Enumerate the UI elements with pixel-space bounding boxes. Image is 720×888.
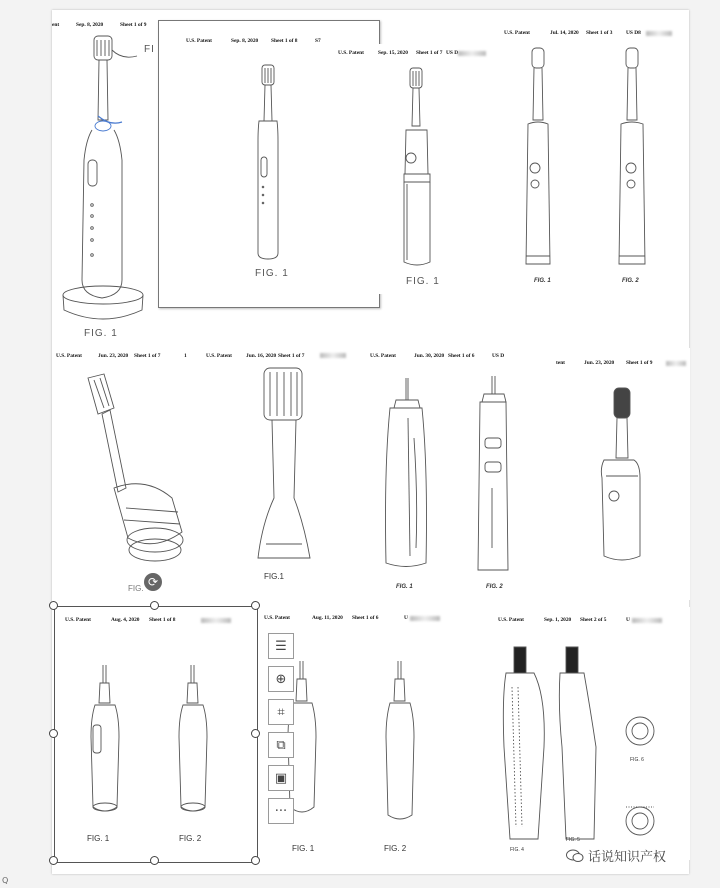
zoom-in-icon: ⊕ <box>275 671 287 687</box>
sheet-date: Sep. 15, 2020 <box>378 50 408 56</box>
sheet-header-left: U.S. Patent <box>186 38 212 44</box>
sheet-header-left: U.S. Patent <box>338 50 364 56</box>
patent-number: U <box>626 617 630 623</box>
patent-number: US D <box>446 50 459 56</box>
sheet-header-left: U.S. Patent <box>498 617 524 623</box>
patent-sheet-6 <box>202 348 362 600</box>
figure-label-1: FIG. 1 <box>87 834 110 843</box>
sheet-date: Sep. 8, 2020 <box>76 22 104 28</box>
watermark-text: 话说知识产权 <box>588 850 667 865</box>
resize-handle-right[interactable] <box>251 729 260 738</box>
sheet-number: Sheet 1 of 6 <box>448 353 475 359</box>
figure-label-1: FIG. 1 <box>534 278 551 284</box>
sheet-header-left: ent <box>52 22 60 28</box>
resize-handle-left[interactable] <box>49 729 58 738</box>
figure-label-4: FIG. 4 <box>510 847 524 853</box>
toothbrush-exploded-drawing <box>54 348 202 600</box>
zoom-button[interactable] <box>268 666 294 692</box>
resize-handle-top-right[interactable] <box>251 601 260 610</box>
patent-sheet-11 <box>494 607 690 860</box>
patent-sheet-5 <box>54 348 202 600</box>
toothbrush-drawing-front <box>494 24 688 294</box>
patent-number: S7 <box>315 38 321 44</box>
patent-number: U <box>404 615 408 621</box>
sheet-header-left: U.S. Patent <box>206 353 232 359</box>
figure-label-6: FIG. 6 <box>630 757 644 763</box>
sheet-number: Sheet 1 of 8 <box>149 617 176 623</box>
image-floating-toolbar <box>268 633 298 831</box>
layout-options-button[interactable] <box>268 633 294 659</box>
replace-image-icon: ⧉ <box>276 737 286 753</box>
patent-number: US D8 <box>626 30 641 36</box>
figure-label: FIG.1 <box>264 572 285 581</box>
patent-sheet-3 <box>334 44 492 294</box>
figure-callout: FI <box>144 44 155 55</box>
toothbrush-drawing <box>334 44 492 294</box>
figure-label: FIG. 1 <box>406 276 440 287</box>
resize-handle-top-left[interactable] <box>49 601 58 610</box>
figure-label-2: FIG. 2 <box>622 278 639 284</box>
patent-number: 1 <box>184 353 187 359</box>
watermark <box>566 846 666 865</box>
sheet-date: Aug. 11, 2020 <box>312 615 343 621</box>
sheet-number: Sheet 1 of 9 <box>120 22 147 28</box>
rotate-icon: ⟳ <box>147 575 159 589</box>
sheet-date: Jun. 30, 2020 <box>414 353 445 359</box>
toothbrush-handle-drawing <box>494 607 690 860</box>
figure-label-2: FIG. 2 <box>486 584 503 590</box>
figure-label-1: FIG. 1 <box>292 844 315 853</box>
sheet-date: Jun. 16, 2020 <box>246 353 277 359</box>
sheet-number: Sheet 1 of 7 <box>416 50 443 56</box>
sheet-header-left: tent <box>556 360 565 366</box>
crop-icon: ⌗ <box>277 704 285 720</box>
rotate-handle[interactable] <box>144 573 162 591</box>
figure-label: FIG. 1 <box>84 328 118 339</box>
figure-label-2: FIG. 2 <box>384 844 407 853</box>
image-selection-box[interactable] <box>54 606 258 863</box>
figure-label-2: FIG. 2 <box>179 834 202 843</box>
toothbrush-drawing <box>52 10 162 350</box>
patent-number: US D <box>492 353 505 359</box>
resize-handle-top[interactable] <box>150 601 159 610</box>
figure-label-5: FIG. 5 <box>566 837 580 843</box>
sheet-number: Sheet 2 of 5 <box>580 617 607 623</box>
wechat-icon <box>566 849 584 863</box>
status-text: Q <box>2 876 9 885</box>
crop-button[interactable] <box>268 699 294 725</box>
status-bar <box>0 876 720 888</box>
sheet-number: Sheet 1 of 8 <box>271 38 298 44</box>
sheet-header-left: U.S. Patent <box>56 353 82 359</box>
sheet-number: Sheet 1 of 9 <box>626 360 653 366</box>
sheet-header-left: U.S. Patent <box>65 617 91 623</box>
sheet-date: Sep. 1, 2020 <box>544 617 572 623</box>
sheet-number: Sheet 1 of 7 <box>134 353 161 359</box>
sheet-header-left: U.S. Patent <box>504 30 530 36</box>
sheet-date: Sep. 8, 2020 <box>231 38 259 44</box>
layout-icon: ☰ <box>275 638 287 654</box>
image-edit-icon: ▣ <box>274 770 288 786</box>
patent-sheet-1 <box>52 10 162 350</box>
patent-sheet-8 <box>554 348 690 600</box>
sheet-date: Jun. 23, 2020 <box>98 353 129 359</box>
sheet-number: Sheet 1 of 3 <box>586 30 613 36</box>
resize-handle-bottom-left[interactable] <box>49 856 58 865</box>
sheet-date: Aug. 4, 2020 <box>111 617 140 623</box>
patent-sheet-4 <box>494 24 688 294</box>
figure-label-1: FIG. 1 <box>396 584 413 590</box>
sheet-header-left: U.S. Patent <box>264 615 290 621</box>
toothbrush-drawing <box>368 348 552 600</box>
more-button[interactable] <box>268 798 294 824</box>
sheet-date: Jul. 14, 2020 <box>550 30 579 36</box>
sheet-number: Sheet 1 of 6 <box>352 615 379 621</box>
resize-handle-bottom[interactable] <box>150 856 159 865</box>
toothbrush-drawing <box>554 348 690 600</box>
sheet-number: Sheet 1 of 7 <box>278 353 305 359</box>
more-icon: ··· <box>274 803 288 819</box>
brush-head-drawing <box>202 348 362 600</box>
resize-handle-bottom-right[interactable] <box>251 856 260 865</box>
figure-label: FIG. 1 <box>255 268 289 279</box>
patent-sheet-7 <box>368 348 552 600</box>
sheet-header-left: U.S. Patent <box>370 353 396 359</box>
figure-label: FIG. <box>128 584 144 593</box>
image-to-text-button[interactable] <box>268 765 294 791</box>
replace-image-button[interactable] <box>268 732 294 758</box>
sheet-date: Jun. 23, 2020 <box>584 360 615 366</box>
